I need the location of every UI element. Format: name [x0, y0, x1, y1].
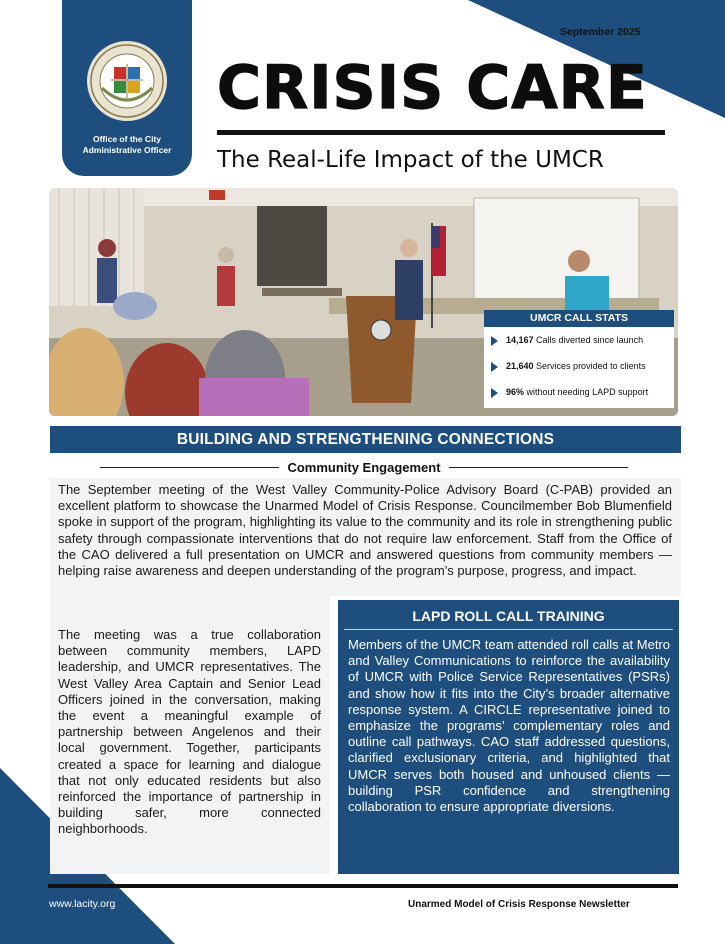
collaboration-paragraph: The meeting was a true collaboration between community members, LAPD leadership, and UMCR representatives. The West Valley Area Captain and Senior Lead Officers joined in the conversation, making the event a meaningful example of partnership between Angelenos and their local government. Together, participants created a space for learning and dialogue that not only educated residents but also reinforced the importance of partnership in building safer, more connected neighborhoods.	[58, 627, 321, 837]
lapd-training-heading: LAPD ROLL CALL TRAINING	[412, 608, 605, 624]
lapd-training-box	[338, 600, 679, 874]
website-link[interactable]: www.lacity.org	[49, 898, 116, 910]
section-subheading: Community Engagement	[100, 457, 628, 477]
footer-rule	[48, 884, 678, 888]
stat-item: 21,640 Services provided to clients	[484, 353, 674, 379]
stat-item: 96% without needing LAPD support	[484, 379, 674, 405]
arrow-right-icon	[491, 362, 498, 372]
call-stats-card	[484, 310, 674, 408]
office-seal-panel	[62, 0, 192, 176]
intro-paragraph: The September meeting of the West Valley Community-Police Advisory Board (C-PAB) provided an excellent platform to showcase the Unarmed Model of Crisis Response. Councilmember Bob Blumenfield spoke in support of the program, highlighting its value to the community and its role in strengthening public safety through compassionate interventions that do not require law enforcement. Staff from the Office of the CAO delivered a full presentation on UMCR and answered questions from community members — helping raise awareness and deepen understanding of the program’s purpose, progress, and impact.	[58, 482, 672, 579]
divider-line	[449, 467, 628, 468]
office-name: Office of the City Administrative Officer	[82, 134, 172, 155]
divider-line	[100, 467, 279, 468]
arrow-right-icon	[491, 388, 498, 398]
issue-date: September 2025	[560, 26, 641, 38]
title-underline	[217, 130, 665, 135]
newsletter-name: Unarmed Model of Crisis Response Newsletter	[408, 899, 630, 910]
page-subtitle: The Real-Life Impact of the UMCR	[217, 147, 604, 173]
city-seal-icon	[86, 40, 168, 122]
lapd-training-paragraph: Members of the UMCR team attended roll calls at Metro and Valley Communications to reinforce the availability of UMCR with Police Service Representatives (PSRs) and show how it fits into the City’s broader alternative response system. A CIRCLE representative joined to emphasize the programs’ complementary roles and outline call pathways. CAO staff addressed questions, clarified exclusionary criteria, and highlighted that UMCR serves both housed and unhoused clients — building PSR confidence and strengthening collaboration to ensure appropriate diversions.	[348, 637, 670, 815]
page-title: CRISIS CARE	[217, 53, 648, 123]
section-banner: BUILDING AND STRENGTHENING CONNECTIONS	[50, 426, 681, 453]
divider-line	[344, 629, 673, 630]
arrow-right-icon	[491, 336, 498, 346]
call-stats-heading: UMCR CALL STATS	[484, 310, 674, 327]
stat-item: 14,167 Calls diverted since launch	[484, 327, 674, 353]
